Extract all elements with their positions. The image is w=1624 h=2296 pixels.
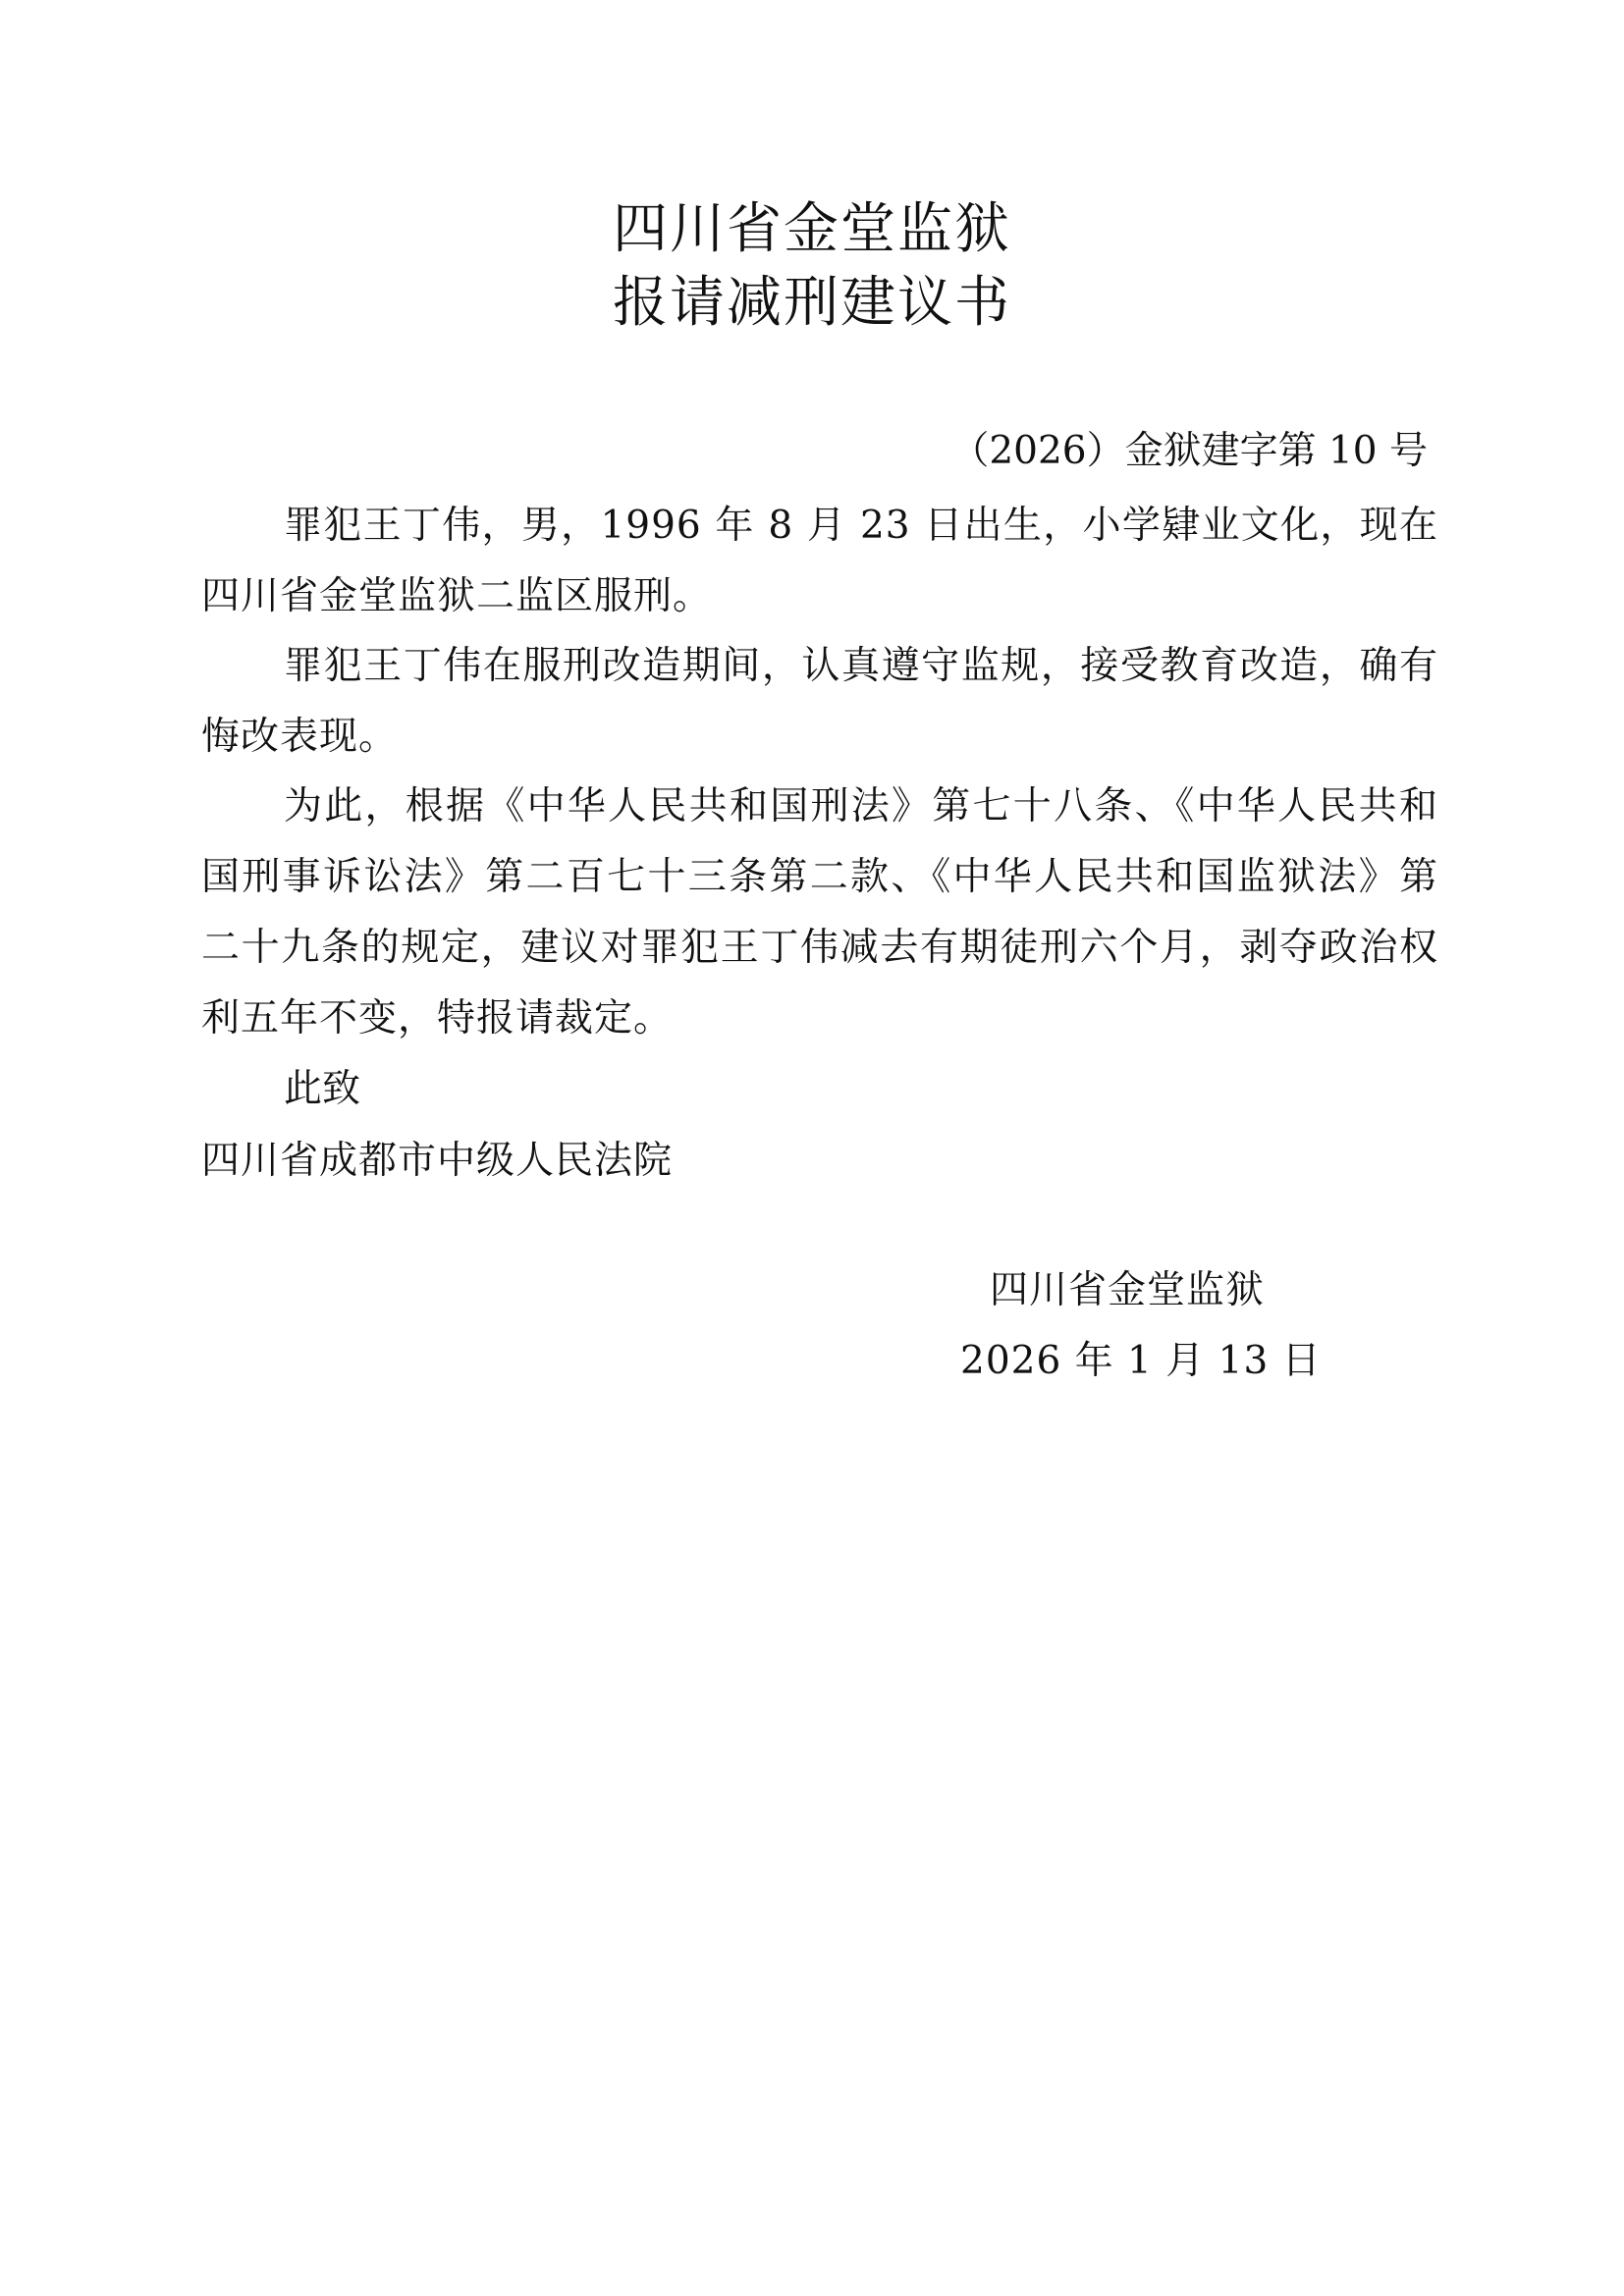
paragraph-performance: 罪犯王丁伟在服刑改造期间，认真遵守监规，接受教育改造，确有悔改表现。 (201, 644, 1438, 759)
document-title-line-2: 报请减刑建议书 (613, 271, 1011, 335)
recipient-court: 四川省成都市中级人民法院 (201, 1139, 674, 1183)
document-title-line-1: 四川省金堂监狱 (613, 197, 1011, 261)
document-number: （2026）金狱建字第 10 号 (950, 429, 1428, 473)
paragraph-prisoner-info: 罪犯王丁伟，男，1996 年 8 月 23 日出生，小学肄业文化，现在四川省金堂监狱二监区服刑。 (201, 504, 1438, 618)
signature-organization: 四川省金堂监狱 (990, 1268, 1266, 1312)
signature-date: 2026 年 1 月 13 日 (960, 1339, 1322, 1383)
salutation: 此致 (284, 1067, 361, 1111)
paragraph-legal-basis: 为此，根据《中华人民共和国刑法》第七十八条、《中华人民共和国刑事诉讼法》第二百七十三条第二款、《中华人民共和国监狱法》第二十九条的规定，建议对罪犯王丁伟减去有期徒刑六个月，剥夺政治权利五年不变，特报请裁定。 (201, 784, 1438, 1041)
